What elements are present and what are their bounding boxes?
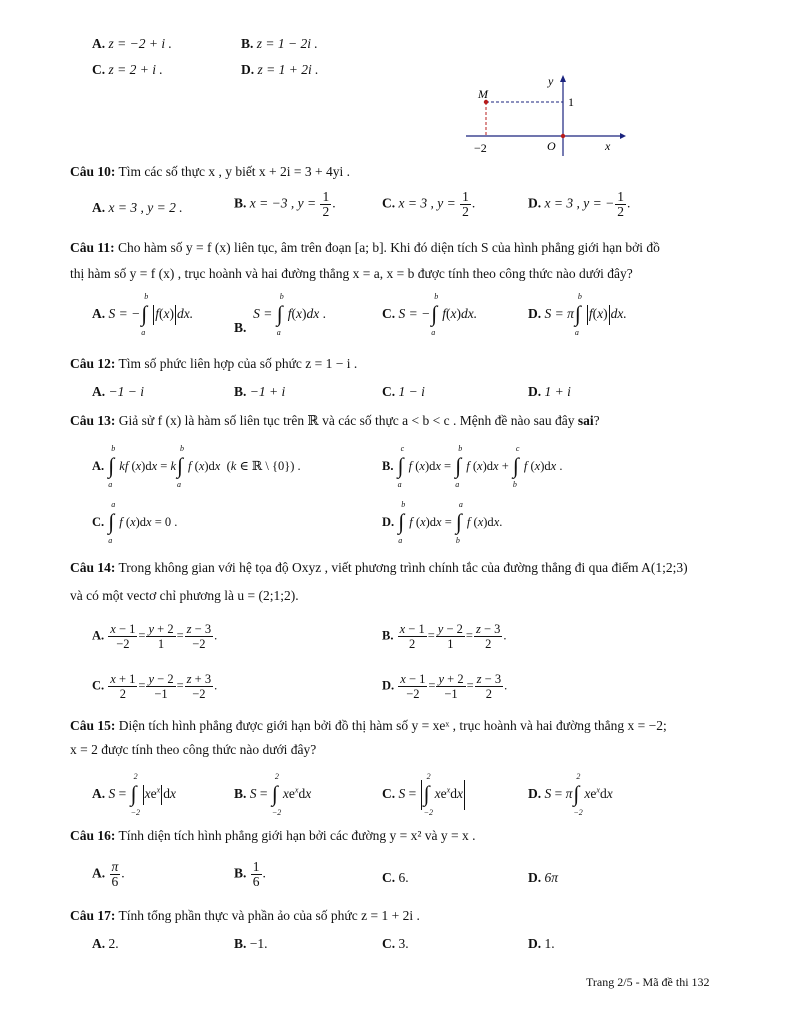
option-label: B.: [234, 195, 247, 211]
page-footer: Trang 2/5 - Mã đề thi 132: [586, 975, 710, 989]
option-label: A.: [92, 200, 106, 215]
q14-option-a: A. $\frac{x - 1}{-2}$ = $\frac{y + 2}{1}$ = $\frac{z - 3}{-2}$ .: [92, 622, 218, 651]
q14-option-b: B. $\frac{x - 1}{2}$ = $\frac{y - 2}{1}$ = $\frac{z - 3}{2}$ .: [382, 622, 507, 651]
question-label: Câu 17:: [70, 908, 116, 923]
question-15: [70, 718, 667, 734]
option-label: A.: [92, 786, 106, 802]
question-12: [70, 356, 357, 372]
option-text: −1.: [249, 936, 268, 951]
option-label: B.: [382, 458, 394, 473]
question-10: [70, 164, 350, 180]
option-label: C.: [92, 514, 105, 529]
option-label: B.: [234, 384, 247, 399]
question-label: Câu 10:: [70, 164, 116, 179]
question-label: Câu 14:: [70, 560, 116, 575]
question-label: Câu 13:: [70, 413, 116, 428]
q10-option-a: [92, 200, 183, 216]
question-text: Tìm các số thực x , y biết x + 2i = 3 + 4yi .: [118, 164, 351, 179]
integral-sign: ∫ b a: [276, 292, 284, 337]
option-label: C.: [382, 384, 396, 399]
q11-option-a: A. S = − ∫ b a f(x) dx.: [92, 292, 194, 337]
option-label: C.: [382, 195, 396, 211]
question-punct: ?: [593, 413, 600, 428]
origin-label: O: [547, 139, 556, 153]
q12-option-a: [92, 384, 144, 400]
q17-option-b: [234, 936, 268, 952]
question-label: Câu 12:: [70, 356, 116, 371]
option-label: A.: [92, 36, 106, 51]
question-text: Tính tổng phần thực và phần ảo của số phức z = 1 + 2i .: [118, 908, 420, 923]
option-label: A.: [92, 306, 106, 322]
option-label: D.: [528, 786, 542, 802]
option-label: B.: [234, 936, 247, 951]
option-label: C.: [382, 306, 396, 322]
option-label: D.: [528, 306, 542, 322]
question-label: Câu 15:: [70, 718, 116, 733]
q12-option-b: [234, 384, 285, 400]
integral-sign: ∫ b a: [141, 292, 149, 337]
question-17: [70, 908, 420, 924]
question-14: [70, 560, 688, 576]
option-label: D.: [382, 678, 395, 693]
y-axis-label: y: [548, 74, 554, 88]
question-emphasis: sai: [577, 413, 594, 428]
integral-sign: ∫ b a: [431, 292, 439, 337]
point-label: M: [478, 87, 488, 101]
q17-option-c: [382, 936, 409, 952]
q12-option-d: [528, 384, 571, 400]
coordinate-figure: [460, 70, 630, 160]
q15-option-a: A. S = ∫ 2 −2 $xe^x$ dx: [92, 772, 176, 817]
question-text: Diện tích hình phẳng được giới hạn bởi đồ thị hàm số y = xeˣ , trục hoành và hai đường thẳng x = −2;: [118, 718, 667, 733]
q9-option-c: [92, 62, 163, 78]
q13-option-a: A. ∫ b a kf (x)dx = k ∫ b a f (x)dx (k ∈ ℝ \ {0}) .: [92, 444, 301, 489]
q17-option-a: [92, 936, 119, 952]
option-label: B.: [382, 628, 394, 643]
q9-option-b: [241, 36, 318, 52]
question-label: Câu 11:: [70, 240, 115, 255]
fraction: $\frac{1}{2}$: [617, 189, 624, 219]
option-text: x = 3 , y = −: [544, 195, 615, 211]
option-label: D.: [528, 936, 542, 951]
option-label: B.: [241, 36, 254, 51]
option-label: A.: [92, 628, 105, 643]
option-label: A.: [92, 384, 106, 399]
question-11-line2: [70, 266, 633, 282]
q17-option-d: [528, 936, 555, 952]
option-text: z = −2 + i .: [108, 36, 172, 51]
option-text: z = 1 + 2i .: [257, 62, 319, 77]
question-text: Tìm số phức liên hợp của số phức z = 1 − i .: [118, 356, 358, 371]
option-label: D.: [241, 62, 255, 77]
q10-option-d: D. x = 3 , y = − $\frac{1}{2}$ .: [528, 189, 631, 219]
q16-option-a: A. $\frac{\pi}{6}$ .: [92, 859, 125, 889]
q15-option-b: B. S = ∫ 2 −2 $xe^xdx$: [234, 772, 312, 817]
q10-option-c: C. x = 3 , y = $\frac{1}{2}$ .: [382, 189, 476, 219]
option-text: 1.: [544, 936, 555, 951]
option-label: D.: [528, 195, 542, 211]
option-label: C.: [382, 936, 396, 951]
option-label: C.: [92, 678, 105, 693]
question-text: Tính diện tích hình phẳng giới hạn bởi các đường y = x² và y = x .: [118, 828, 476, 843]
question-text: thị hàm số y = f (x) , trục hoành và hai đường thẳng x = a, x = b được tính theo công thức nào dưới đây?: [70, 266, 633, 281]
question-text: và có một vectơ chỉ phương là u = (2;1;2).: [70, 588, 299, 603]
option-label: A.: [92, 865, 106, 881]
q11-option-d: D. S = π ∫ b a f(x) dx.: [528, 292, 627, 337]
q15-option-c: C. S = ∫ 2 −2 $xe^xdx$: [382, 772, 463, 817]
y-value-label: 1: [568, 95, 574, 109]
question-text: Trong không gian với hệ tọa độ Oxyz , viết phương trình chính tắc của đường thẳng đi qua điểm A(1;2;3): [118, 560, 688, 575]
q15-option-d: D. S = π ∫ 2 −2 $xe^xdx$: [528, 772, 613, 817]
integral-sign: ∫ b a: [574, 292, 582, 337]
x-axis-label: x: [605, 139, 611, 153]
fraction: $\frac{1}{2}$: [322, 189, 330, 219]
option-text: 1 + i: [544, 384, 571, 399]
q9-option-d: [241, 62, 318, 78]
option-label: D.: [382, 514, 395, 529]
question-14-line2: [70, 588, 299, 604]
option-text: −1 + i: [249, 384, 286, 399]
option-text: x = 3 , y = 2 .: [108, 200, 183, 215]
option-label: B.: [234, 865, 247, 881]
q14-option-c: C. $\frac{x + 1}{2}$ = $\frac{y - 2}{-1}$ = $\frac{z + 3}{-2}$ .: [92, 672, 218, 701]
option-text: 6.: [398, 870, 409, 885]
x-value-label: −2: [474, 141, 487, 155]
option-text: z = 1 − 2i .: [256, 36, 318, 51]
q16-option-d: [528, 870, 558, 886]
option-text: z = 2 + i .: [108, 62, 163, 77]
fraction: $\frac{1}{2}$: [462, 189, 469, 219]
option-label: D.: [528, 870, 542, 885]
option-label: C.: [382, 870, 396, 885]
q9-option-a: [92, 36, 172, 52]
q10-option-b: B. x = −3 , y = $\frac{1}{2}$ .: [234, 189, 336, 219]
option-text: 1 − i: [398, 384, 425, 399]
q11-option-b: B. S = ∫ b a f(x)dx .: [234, 292, 327, 337]
option-label: B.: [234, 320, 247, 336]
question-11: [70, 240, 660, 256]
question-13: [70, 413, 600, 429]
question-text: Giả sử f (x) là hàm số liên tục trên ℝ và các số thực a < b < c . Mệnh đề nào sau đây: [118, 413, 578, 428]
option-label: C.: [382, 786, 396, 802]
q16-option-c: [382, 870, 409, 886]
question-16: [70, 828, 475, 844]
option-text: 6π: [544, 870, 559, 885]
q16-option-b: B. $\frac{1}{6}$ .: [234, 859, 266, 889]
option-label: B.: [234, 786, 247, 802]
option-label: C.: [92, 62, 106, 77]
q13-option-b: B. ∫ c a f (x)dx = ∫ b a f (x)dx + ∫ c b f (x)dx .: [382, 444, 563, 489]
question-text: Cho hàm số y = f (x) liên tục, âm trên đoạn [a; b]. Khi đó diện tích S của hình phẳng giới hạn bởi đồ: [118, 240, 660, 255]
question-text: x = 2 được tính theo công thức nào dưới đây?: [70, 742, 317, 757]
q11-option-c: C. S = − ∫ b a f(x)dx.: [382, 292, 478, 337]
option-text: −1 − i: [108, 384, 144, 399]
q14-option-d: D. $\frac{x - 1}{-2}$ = $\frac{y + 2}{-1}$ = $\frac{z - 3}{2}$ .: [382, 672, 508, 701]
option-text: x = 3 , y =: [398, 195, 456, 211]
q13-option-d: D. ∫ b a f (x)dx = ∫ a b f (x)dx.: [382, 500, 503, 545]
option-text: x = −3 , y =: [249, 195, 317, 211]
q13-option-c: C. ∫ a a f (x)dx = 0 .: [92, 500, 178, 545]
option-text: 2.: [108, 936, 119, 951]
option-label: A.: [92, 936, 106, 951]
option-label: A.: [92, 458, 105, 473]
option-text: 3.: [398, 936, 409, 951]
question-15-line2: [70, 742, 316, 758]
option-label: D.: [528, 384, 542, 399]
q12-option-c: [382, 384, 425, 400]
question-label: Câu 16:: [70, 828, 116, 843]
